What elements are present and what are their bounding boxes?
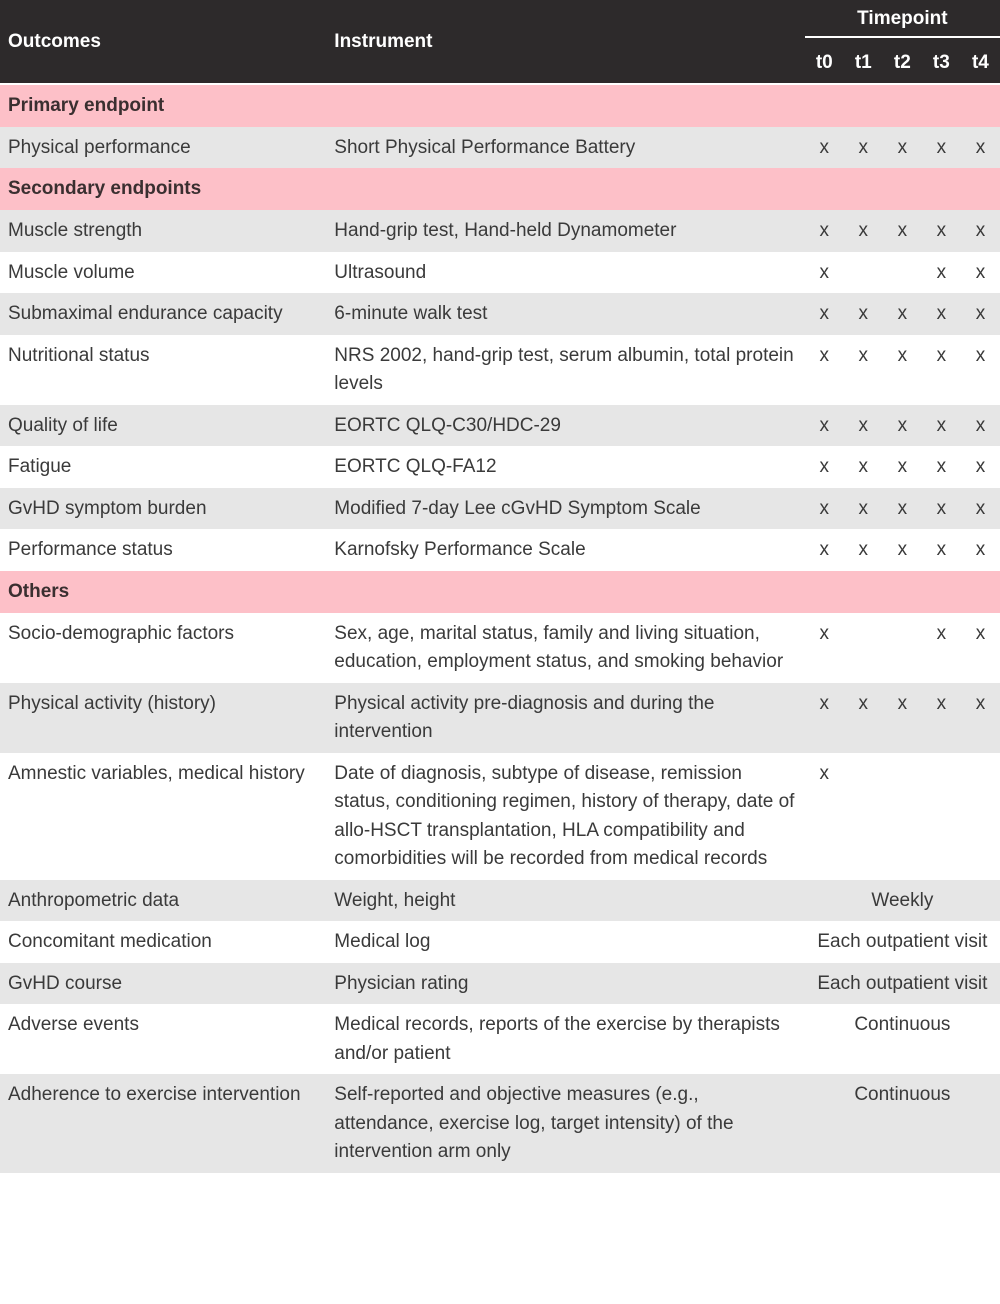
timepoint-mark-t4: x [961,446,1000,488]
timepoint-mark-t2: x [883,683,922,753]
header-t0: t0 [805,42,844,84]
table-row [0,963,1000,1005]
outcome-cell: Physical performance [0,127,326,169]
timepoint-frequency-cell: Weekly [805,880,1000,922]
outcome-cell: GvHD course [0,963,326,1005]
timepoint-mark-t3: x [922,488,961,530]
timepoint-mark-t0: x [805,335,844,405]
timepoint-mark-t1: x [844,683,883,753]
section-title: Primary endpoint [0,84,1000,127]
timepoint-mark-t0: x [805,683,844,753]
outcome-cell: Performance status [0,529,326,571]
timepoint-mark-t4: x [961,252,1000,294]
timepoint-mark-t2: x [883,335,922,405]
section-header-row [0,168,1000,210]
timepoint-mark-t3: x [922,210,961,252]
instrument-cell: Physical activity pre-diagnosis and during the intervention [326,683,804,753]
instrument-cell: NRS 2002, hand-grip test, serum albumin, total protein levels [326,335,804,405]
timepoint-mark-t0: x [805,127,844,169]
timepoint-mark-t1: x [844,210,883,252]
outcome-cell: Fatigue [0,446,326,488]
instrument-cell: Karnofsky Performance Scale [326,529,804,571]
outcome-cell: Anthropometric data [0,880,326,922]
instrument-cell: Sex, age, marital status, family and living situation, education, employment status, and smoking behavior [326,613,804,683]
timepoint-mark-t4: x [961,210,1000,252]
table-row [0,1004,1000,1074]
outcome-cell: Adverse events [0,1004,326,1074]
header-t3: t3 [922,42,961,84]
instrument-cell: EORTC QLQ-FA12 [326,446,804,488]
section-title: Others [0,571,1000,613]
table-row [0,1074,1000,1173]
table-row [0,880,1000,922]
timepoint-mark-t4: x [961,127,1000,169]
table-row [0,293,1000,335]
timepoint-mark-t4: x [961,405,1000,447]
table-row [0,210,1000,252]
timepoint-mark-t1 [844,252,883,294]
timepoint-mark-t0: x [805,252,844,294]
timepoint-mark-t1: x [844,446,883,488]
timepoint-mark-t2: x [883,210,922,252]
timepoint-mark-t3: x [922,127,961,169]
instrument-cell: 6-minute walk test [326,293,804,335]
instrument-cell: Physician rating [326,963,804,1005]
timepoint-mark-t0: x [805,210,844,252]
outcome-cell: Quality of life [0,405,326,447]
table-body [0,84,1000,1173]
instrument-cell: Ultrasound [326,252,804,294]
timepoint-mark-t2 [883,252,922,294]
instrument-cell: Hand-grip test, Hand-held Dynamometer [326,210,804,252]
table-row [0,252,1000,294]
header-t2: t2 [883,42,922,84]
header-instrument: Instrument [326,0,804,84]
timepoint-mark-t1: x [844,293,883,335]
table-row [0,683,1000,753]
timepoint-mark-t2: x [883,293,922,335]
timepoint-mark-t3: x [922,293,961,335]
instrument-cell: Date of diagnosis, subtype of disease, remission status, conditioning regimen, history of therapy, date of allo-HSCT transplantation, HLA compatibility and comorbidities will be recorded from medical records [326,753,804,880]
instrument-cell: Modified 7-day Lee cGvHD Symptom Scale [326,488,804,530]
outcome-cell: Nutritional status [0,335,326,405]
timepoint-mark-t0: x [805,529,844,571]
header-timepoint [805,0,1000,42]
outcome-cell: Concomitant medication [0,921,326,963]
outcome-cell: Adherence to exercise intervention [0,1074,326,1173]
outcome-cell: Muscle volume [0,252,326,294]
timepoint-mark-t4: x [961,488,1000,530]
timepoint-mark-t0: x [805,613,844,683]
timepoint-mark-t0: x [805,488,844,530]
instrument-cell: Medical records, reports of the exercise by therapists and/or patient [326,1004,804,1074]
outcome-cell: Amnestic variables, medical history [0,753,326,880]
section-title: Secondary endpoints [0,168,1000,210]
table-row [0,446,1000,488]
timepoint-mark-t0: x [805,446,844,488]
timepoint-mark-t0: x [805,405,844,447]
timepoint-mark-t2: x [883,405,922,447]
instrument-cell: Medical log [326,921,804,963]
timepoint-mark-t1: x [844,529,883,571]
timepoint-frequency-cell: Each outpatient visit [805,963,1000,1005]
timepoint-mark-t1 [844,753,883,880]
timepoint-mark-t2: x [883,488,922,530]
section-header-row [0,84,1000,127]
header-t4: t4 [961,42,1000,84]
table-row [0,753,1000,880]
timepoint-mark-t3: x [922,613,961,683]
table-row [0,405,1000,447]
timepoint-mark-t3: x [922,405,961,447]
timepoint-mark-t1: x [844,127,883,169]
table-row [0,613,1000,683]
timepoint-mark-t3 [922,753,961,880]
timepoint-mark-t1: x [844,405,883,447]
timepoint-mark-t4 [961,753,1000,880]
timepoint-frequency-cell: Each outpatient visit [805,921,1000,963]
timepoint-mark-t4: x [961,335,1000,405]
outcome-cell: Socio-demographic factors [0,613,326,683]
outcome-cell: GvHD symptom burden [0,488,326,530]
header-timepoint-label: Timepoint [805,8,1000,38]
timepoint-mark-t3: x [922,683,961,753]
table-row [0,335,1000,405]
table-row [0,488,1000,530]
instrument-cell: Short Physical Performance Battery [326,127,804,169]
table-row [0,127,1000,169]
timepoint-mark-t1: x [844,335,883,405]
timepoint-mark-t3: x [922,335,961,405]
timepoint-mark-t2: x [883,446,922,488]
table-row [0,921,1000,963]
table-header [0,0,1000,84]
outcome-cell: Physical activity (history) [0,683,326,753]
table-row [0,529,1000,571]
timepoint-mark-t3: x [922,252,961,294]
timepoint-mark-t1 [844,613,883,683]
timepoint-mark-t2 [883,613,922,683]
timepoint-mark-t1: x [844,488,883,530]
timepoint-mark-t4: x [961,683,1000,753]
timepoint-mark-t4: x [961,613,1000,683]
header-t1: t1 [844,42,883,84]
timepoint-mark-t4: x [961,293,1000,335]
section-header-row [0,571,1000,613]
timepoint-mark-t2: x [883,529,922,571]
instrument-cell: Self-reported and objective measures (e.g., attendance, exercise log, target intensity) of the intervention arm only [326,1074,804,1173]
timepoint-mark-t3: x [922,529,961,571]
timepoint-mark-t2: x [883,127,922,169]
outcome-cell: Muscle strength [0,210,326,252]
outcome-cell: Submaximal endurance capacity [0,293,326,335]
timepoint-mark-t3: x [922,446,961,488]
instrument-cell: EORTC QLQ-C30/HDC-29 [326,405,804,447]
timepoint-mark-t0: x [805,293,844,335]
instrument-cell: Weight, height [326,880,804,922]
timepoint-mark-t0: x [805,753,844,880]
timepoint-frequency-cell: Continuous [805,1074,1000,1173]
timepoint-mark-t2 [883,753,922,880]
timepoint-mark-t4: x [961,529,1000,571]
header-outcomes: Outcomes [0,0,326,84]
timepoint-frequency-cell: Continuous [805,1004,1000,1074]
